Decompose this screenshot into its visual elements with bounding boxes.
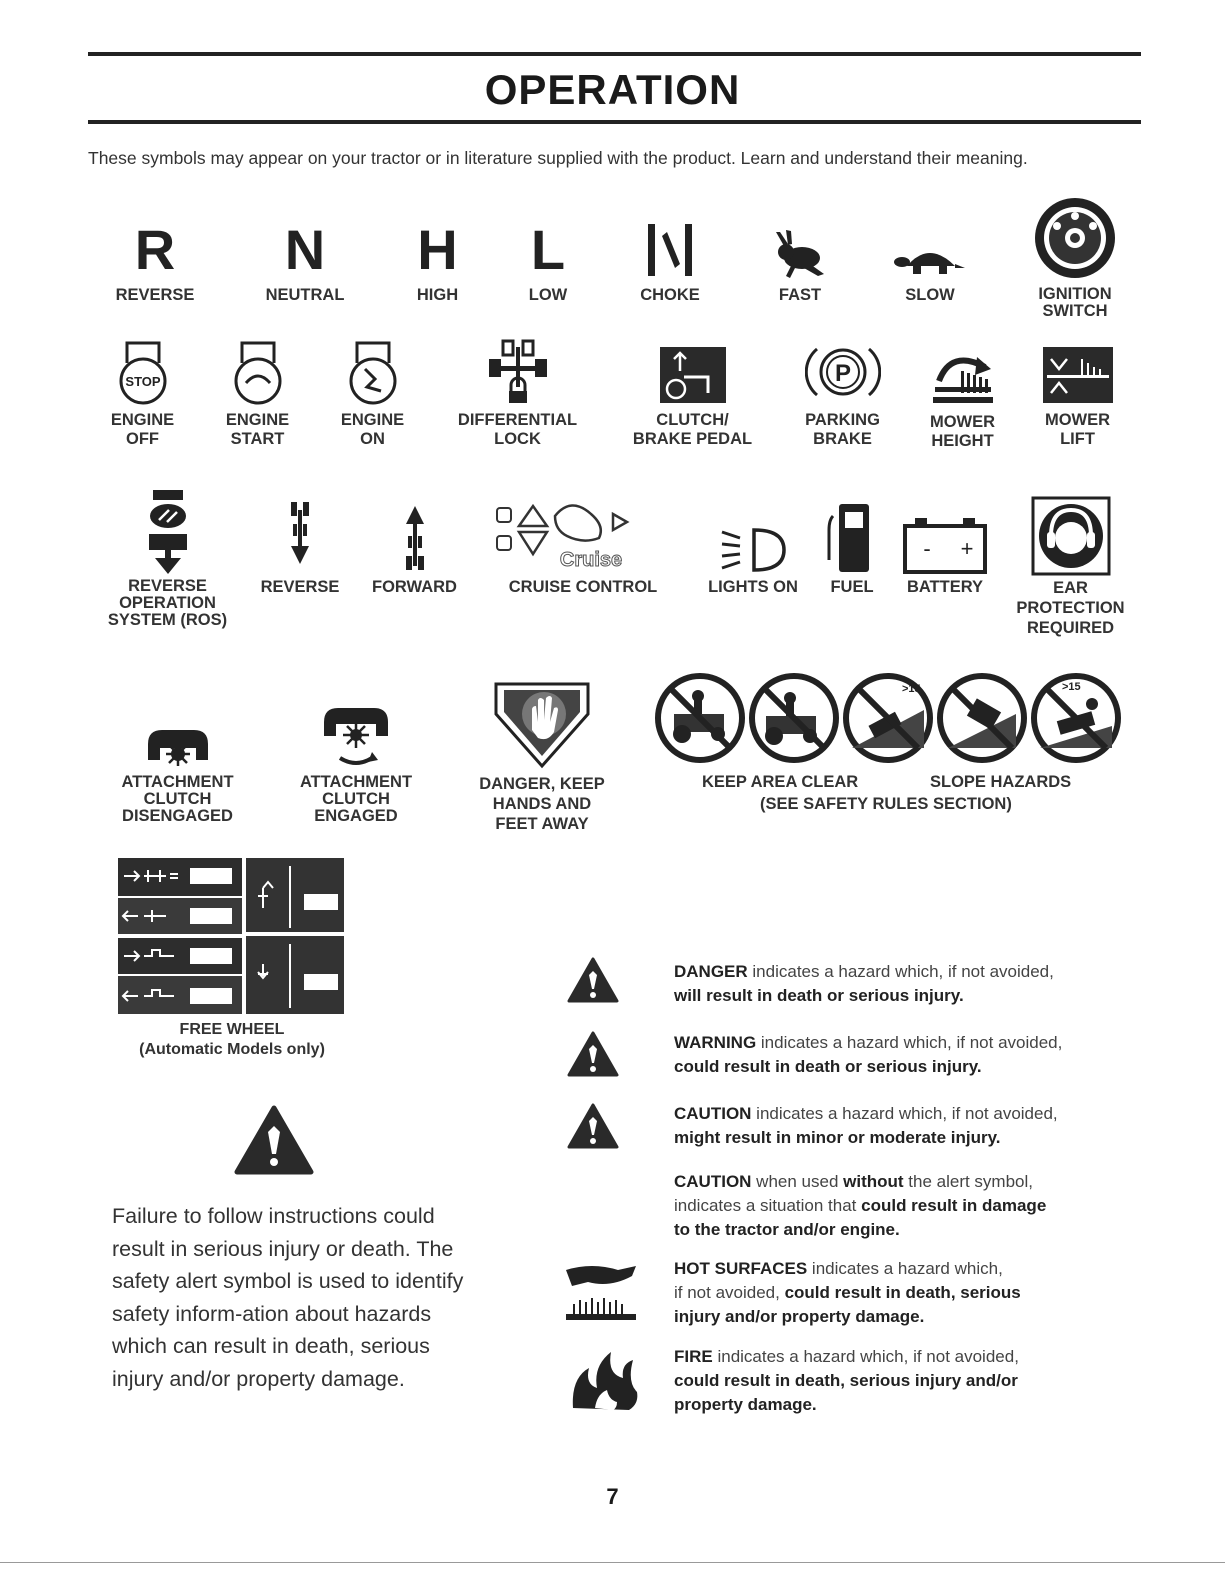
fire-icon <box>567 1348 643 1412</box>
symbol-mower-height <box>915 335 1010 451</box>
ignition-switch-icon <box>1033 196 1117 280</box>
symbol-lights-on <box>698 486 808 597</box>
danger-alert-symbol <box>567 956 619 1004</box>
bottom-rule <box>0 1562 1225 1563</box>
intro-text: These symbols may appear on your tractor or in literature supplied with the product. Learn and understand their meaning. <box>88 148 1028 168</box>
failure-warning-text: Failure to follow instructions could result in serious injury or death. The safety alert symbol is used to identify safety inform-ation about hazards which can result in death, serious injury and/or property damage. <box>112 1204 464 1391</box>
svg-text:+: + <box>960 536 974 561</box>
symbol-label: IGNITION SWITCH <box>1038 285 1112 320</box>
symbol-label: ATTACHMENT CLUTCH ENGAGED <box>299 773 413 825</box>
neutral-letter-icon: N <box>284 218 326 281</box>
high-letter-icon: H <box>417 218 458 281</box>
cruise-control-icon <box>483 492 683 576</box>
caution-no-symbol-definition: CAUTION when used without the alert symbol, indicates a situation that could result in damage to the tractor and/or engine. <box>674 1172 1047 1239</box>
engine-start-icon <box>228 339 288 405</box>
symbol-cruise-control <box>478 486 688 597</box>
ear-protection-icon <box>1031 496 1111 576</box>
symbol-label: BATTERY <box>906 578 984 596</box>
svg-text:P: P <box>834 360 851 387</box>
symbol-label: FAST <box>778 286 822 304</box>
symbol-engine-on <box>325 335 420 449</box>
symbol-attachment-clutch-engaged <box>282 690 430 825</box>
warning-alert-icon <box>567 1030 619 1078</box>
headlight-icon <box>718 524 788 576</box>
differential-lock-icon <box>483 339 553 405</box>
free-wheel-label: FREE WHEEL (Automatic Models only) <box>139 1021 325 1058</box>
caution-alert-icon <box>567 1102 619 1150</box>
symbol-label: ATTACHMENT CLUTCH DISENGAGED <box>121 773 234 825</box>
top-rule <box>88 52 1141 56</box>
svg-text:Cruise: Cruise <box>559 549 623 571</box>
fuel-pump-icon <box>827 500 877 576</box>
danger-definition: DANGER indicates a hazard which, if not avoided, will result in death or serious injury. <box>674 962 1054 1005</box>
attachment-engaged-icon <box>316 700 396 770</box>
page-title: OPERATION <box>484 66 741 113</box>
symbol-label: CRUISE CONTROL <box>508 578 658 596</box>
symbol-label: ENGINE START <box>225 411 290 448</box>
danger-alert-icon <box>567 956 619 1004</box>
attachment-disengaged-icon <box>138 720 218 770</box>
free-wheel-icon <box>118 858 344 1014</box>
warning-alert-symbol <box>567 1030 619 1078</box>
symbol-reverse <box>100 208 210 305</box>
symbol-reverse-direction <box>250 486 350 597</box>
symbol-mower-lift <box>1030 335 1125 449</box>
safety-alert-symbol <box>234 1104 314 1176</box>
battery-icon <box>901 516 989 576</box>
hot-surface-icon <box>562 1262 642 1324</box>
warning-definition: WARNING indicates a hazard which, if not avoided, could result in death or serious injury. <box>674 1033 1063 1076</box>
symbol-label: REVERSE <box>260 578 340 596</box>
title-rule <box>88 120 1141 124</box>
fire-symbol <box>567 1348 643 1412</box>
symbol-label: ENGINE ON <box>340 411 405 448</box>
caution-alert-symbol <box>567 1102 619 1150</box>
symbol-choke <box>625 208 715 305</box>
symbol-label: LOW <box>528 286 568 304</box>
symbol-battery <box>895 486 995 597</box>
keep-area-clear-label: KEEP AREA CLEAR <box>702 773 859 791</box>
symbol-reverse-operation-system <box>95 486 240 629</box>
mower-height-icon <box>931 347 995 407</box>
svg-text:>15: >15 <box>902 683 921 695</box>
hot-surfaces-definition: HOT SURFACES indicates a hazard which, if not avoided, could result in death, serious injury and/or property damage. <box>674 1259 1021 1326</box>
symbol-fast <box>760 208 840 305</box>
forward-arrow-icon <box>400 496 430 576</box>
symbol-ignition-switch <box>1025 190 1125 320</box>
reverse-arrow-icon <box>285 496 315 576</box>
no-slope-down-icon <box>940 676 1024 760</box>
symbol-label: MOWER LIFT <box>1044 411 1111 448</box>
clutch-brake-pedal-icon <box>658 345 728 405</box>
svg-text:>15: >15 <box>1062 681 1081 693</box>
fire-definition: FIRE indicates a hazard which, if not avoided, could result in death, serious injury and/or property damage. <box>674 1347 1019 1414</box>
engine-off-icon <box>113 339 173 405</box>
symbol-forward-direction <box>362 486 467 597</box>
symbol-label: FORWARD <box>372 578 457 596</box>
safety-alert-icon <box>234 1104 314 1176</box>
symbol-label: ENGINE OFF <box>110 411 175 448</box>
symbol-low <box>508 208 588 305</box>
symbol-clutch-brake-pedal <box>620 335 765 449</box>
caution-definition: CAUTION indicates a hazard which, if not avoided, might result in minor or moderate injury. <box>674 1104 1058 1147</box>
free-wheel-diagram <box>118 858 344 1014</box>
symbol-label: MOWER HEIGHT <box>929 413 996 450</box>
see-safety-rules-label: (SEE SAFETY RULES SECTION) <box>760 795 1012 813</box>
ros-icon <box>143 488 193 576</box>
symbol-label: DIFFERENTIAL LOCK <box>457 411 578 448</box>
reverse-letter-icon: R <box>134 218 176 281</box>
symbol-label: DANGER, KEEP HANDS AND FEET AWAY <box>479 775 605 833</box>
symbol-label: REVERSE OPERATION SYSTEM (ROS) <box>107 577 228 629</box>
symbol-engine-off <box>95 335 190 449</box>
turtle-icon <box>893 240 967 280</box>
symbol-label: SLOW <box>905 286 955 304</box>
low-letter-icon: L <box>530 218 566 281</box>
no-slope-across-icon <box>846 676 930 760</box>
symbol-label: FUEL <box>830 578 874 596</box>
keep-area-clear-slope-icons <box>652 670 1128 766</box>
symbol-label: HIGH <box>416 286 459 304</box>
symbol-label: CLUTCH/ BRAKE PEDAL <box>632 411 753 448</box>
svg-text:-: - <box>923 536 931 561</box>
rabbit-icon <box>770 230 830 280</box>
prohibition-icons <box>652 670 1128 766</box>
choke-icon <box>640 220 700 280</box>
symbol-label: NEUTRAL <box>265 286 345 304</box>
symbol-label: CHOKE <box>640 286 700 304</box>
symbol-attachment-clutch-disengaged <box>105 690 250 825</box>
symbol-high <box>395 208 480 305</box>
symbol-neutral <box>245 208 365 305</box>
page-number: 7 <box>606 1484 619 1509</box>
symbol-danger-keep-hands-feet-away <box>462 676 622 834</box>
no-bystanders-icon <box>752 676 836 760</box>
slope-hazards-label: SLOPE HAZARDS <box>930 773 1072 791</box>
symbol-label: PARKING BRAKE <box>805 411 880 448</box>
symbol-slow <box>890 208 970 305</box>
mower-lift-icon <box>1041 345 1115 405</box>
symbol-ear-protection <box>1008 486 1133 638</box>
svg-text:STOP: STOP <box>124 374 161 389</box>
hand-hazard-icon <box>492 680 592 770</box>
symbol-label: LIGHTS ON <box>708 578 798 596</box>
hot-surface-symbol <box>562 1262 642 1324</box>
symbol-label: EAR PROTECTION REQUIRED <box>1016 579 1125 637</box>
no-riders-icon <box>658 676 742 760</box>
no-slope-rollover-icon <box>1034 676 1118 760</box>
symbol-differential-lock <box>440 335 595 449</box>
engine-on-icon <box>343 339 403 405</box>
symbol-engine-start <box>210 335 305 449</box>
symbol-parking-brake <box>790 335 895 449</box>
symbol-label: REVERSE <box>115 286 195 304</box>
parking-brake-icon <box>805 339 881 405</box>
symbol-fuel <box>818 486 886 597</box>
